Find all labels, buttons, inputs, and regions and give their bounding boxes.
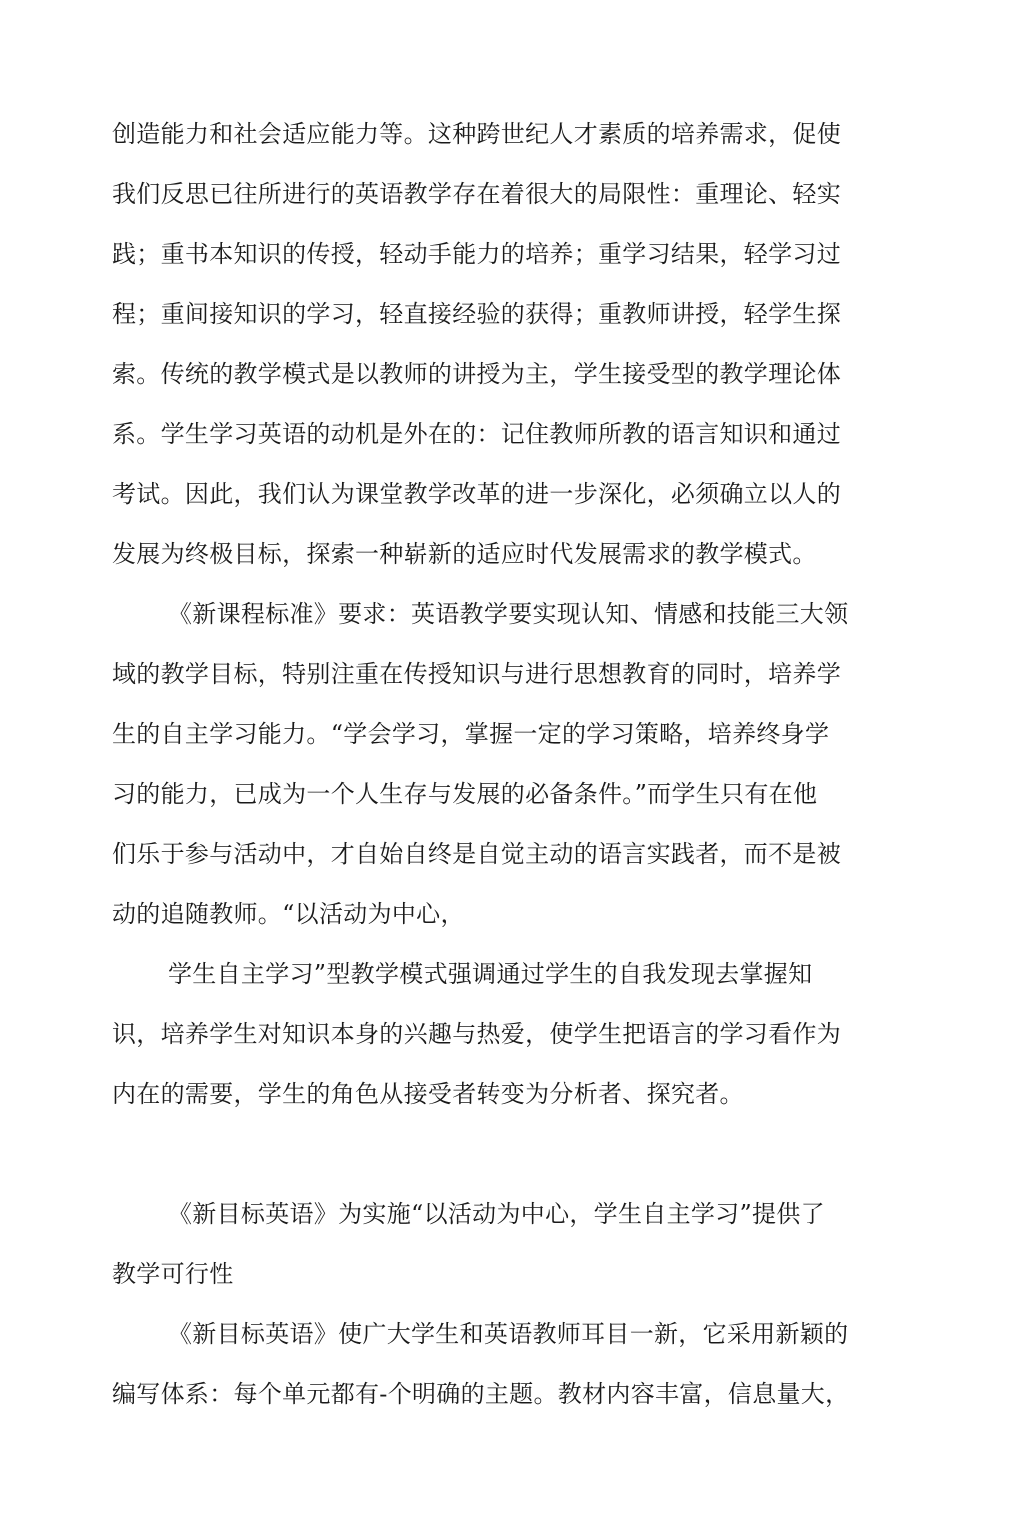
paragraph-line: 生的自主学习能力。“学会学习，掌握一定的学习策略，培养终身学 bbox=[112, 720, 830, 748]
paragraph-line: 《新目标英语》使广大学生和英语教师耳目一新，它采用新颖的 bbox=[168, 1320, 849, 1348]
paragraph-line: 程；重间接知识的学习，轻直接经验的获得；重教师讲授，轻学生探 bbox=[112, 300, 841, 328]
paragraph-line: 编写体系：每个单元都有-个明确的主题。教材内容丰富，信息量大， bbox=[112, 1380, 850, 1408]
section-heading-line: 《新目标英语》为实施“以活动为中心，学生自主学习”提供了 bbox=[168, 1200, 825, 1228]
paragraph-line: 识，培养学生对知识本身的兴趣与热爱，使学生把语言的学习看作为 bbox=[112, 1020, 841, 1048]
paragraph-line: 我们反思已往所进行的英语教学存在着很大的局限性：重理论、轻实 bbox=[112, 180, 841, 208]
paragraph-line: 践；重书本知识的传授，轻动手能力的培养；重学习结果，轻学习过 bbox=[112, 240, 841, 268]
paragraph-line: 内在的需要，学生的角色从接受者转变为分析者、探究者。 bbox=[112, 1080, 744, 1108]
paragraph-line: 们乐于参与活动中，才自始自终是自觉主动的语言实践者，而不是被 bbox=[112, 840, 841, 868]
paragraph-line: 动的追随教师。“以活动为中心， bbox=[112, 900, 465, 928]
paragraph-line: 域的教学目标，特别注重在传授知识与进行思想教育的同时，培养学 bbox=[112, 660, 841, 688]
paragraph-line: 创造能力和社会适应能力等。这种跨世纪人才素质的培养需求，促使 bbox=[112, 120, 841, 148]
paragraph-line: 《新课程标准》要求：英语教学要实现认知、情感和技能三大领 bbox=[168, 600, 849, 628]
paragraph-line: 发展为终极目标，探索一种崭新的适应时代发展需求的教学模式。 bbox=[112, 540, 817, 568]
paragraph-line: 考试。因此，我们认为课堂教学改革的进一步深化，必须确立以人的 bbox=[112, 480, 841, 508]
section-heading-line: 教学可行性 bbox=[112, 1260, 234, 1288]
paragraph-line: 习的能力，已成为一个人生存与发展的必备条件。”而学生只有在他 bbox=[112, 780, 818, 808]
paragraph-line: 学生自主学习”型教学模式强调通过学生的自我发现去掌握知 bbox=[168, 960, 813, 988]
paragraph-line: 索。传统的教学模式是以教师的讲授为主，学生接受型的教学理论体 bbox=[112, 360, 841, 388]
paragraph-line: 系。学生学习英语的动机是外在的：记住教师所教的语言知识和通过 bbox=[112, 420, 841, 448]
